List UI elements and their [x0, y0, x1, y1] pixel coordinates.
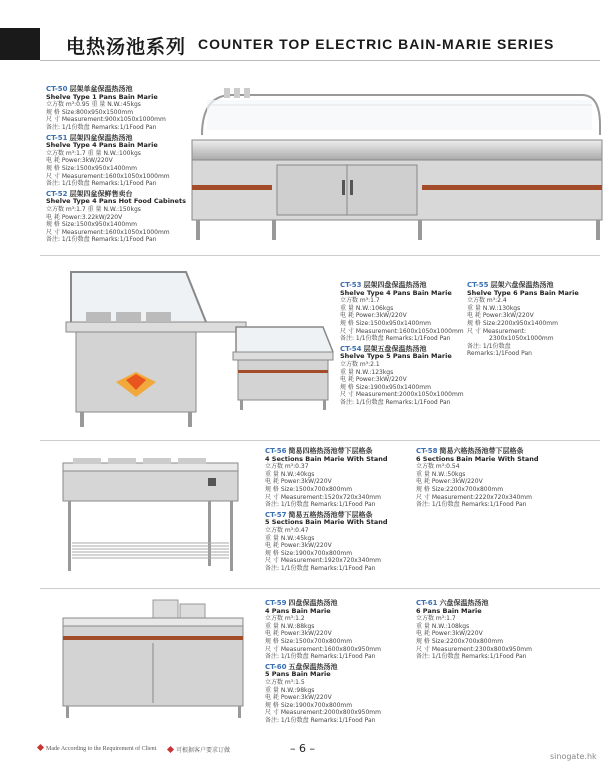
- spec-line: 备注: 1/1份数盘 Remarks:1/1Food Pan: [416, 501, 527, 509]
- section-divider: [40, 255, 600, 256]
- product-name-cn: 层架四盆保鲜售卖台: [69, 189, 133, 198]
- section-divider: [40, 588, 600, 589]
- spec-line: 备注: 1/1份数盘 Remarks:1/1Food Pan: [340, 335, 451, 343]
- footer-note-cn: 可根据客户要求订做: [168, 745, 230, 754]
- spec-line: 尺 寸 Measurement:2000x1050x1000mm: [340, 391, 464, 399]
- spec-ct57: [265, 512, 415, 573]
- product-name-cn: 层架六盘保温热汤池: [490, 281, 554, 289]
- spec-line: 尺 寸 Measurement:2000x800x950mm: [265, 709, 381, 717]
- spec-line: 电 耗 Power:3kW/220V: [265, 478, 332, 486]
- spec-ct50: [46, 86, 196, 132]
- spec-line: 规 格 Size:1500x950x1400mm: [46, 221, 137, 229]
- product-name-cn: 层架单盆保温热汤池: [69, 85, 133, 93]
- spec-line: 重 量 N.W.:98kgs: [265, 686, 315, 694]
- product-name-en: 4 Pans Bain Marie: [265, 606, 331, 615]
- spec-line: 规 格 Size:800x950x1500mm: [46, 108, 134, 116]
- spec-ct54: [340, 346, 470, 407]
- product-name-en: 5 Pans Bain Marie: [265, 670, 331, 679]
- page-title-en: COUNTER TOP ELECTRIC BAIN-MARIE SERIES: [198, 36, 555, 52]
- product-name-en: 4 Sections Bain Marie With Stand: [265, 454, 388, 463]
- spec-ct58: [416, 448, 566, 509]
- product-code: CT-56: [265, 447, 287, 455]
- diamond-bullet-icon: [37, 744, 44, 751]
- product-name-cn: 层架四盘保温热汤池: [363, 281, 427, 289]
- spec-line: 规 格 Size:1500x950x1400mm: [46, 164, 137, 172]
- spec-line: 电 耗 Power:3kW/220V: [265, 694, 332, 702]
- spec-line: 规 格 Size:1500x950x1400mm: [340, 319, 431, 327]
- product-image-ct53: [56, 262, 256, 432]
- spec-line: 立方数 m³:0.54: [416, 463, 460, 471]
- product-code: CT-54: [340, 344, 362, 353]
- spec-line: 备注: 1/1份数盘 Remarks:1/1Food Pan: [340, 398, 451, 406]
- product-name-cn: 简易五格热汤池带下层格条: [288, 510, 373, 519]
- spec-line: 重 量 N.W.:123kgs: [340, 368, 394, 376]
- spec-line: 立方数 m³:0.95 重 量 N.W.:45kgs: [46, 101, 141, 109]
- spec-line: 电 耗 Power:3kW/220V: [46, 157, 113, 165]
- spec-line: 立方数 m³:2.1: [340, 360, 380, 368]
- spec-group-ct56-57: [265, 448, 415, 576]
- spec-line: 电 耗 Power:3kW/220V: [340, 312, 407, 320]
- product-name-cn: 层架五盘保温热汤池: [363, 344, 427, 353]
- spec-line: Remarks:1/1Food Pan: [467, 350, 532, 358]
- spec-line: 尺 寸 Measurement:1600x1050x1000mm: [46, 228, 170, 236]
- spec-line: 备注: 1/1份数盘 Remarks:1/1Food Pan: [416, 653, 527, 661]
- footer-note-en: Made According to the Requirement of Client: [38, 745, 156, 752]
- spec-ct59: [265, 600, 415, 661]
- header-rule: [40, 60, 600, 61]
- product-code: CT-60: [265, 662, 287, 671]
- product-image-ct50-52: [182, 85, 604, 245]
- spec-line: 电 耗 Power:3kW/220V: [416, 630, 483, 638]
- spec-line: 立方数 m³:1.7 重 量 N.W.:150kgs: [46, 205, 141, 213]
- spec-group-ct50-52: [46, 86, 196, 247]
- diamond-bullet-icon: [167, 746, 174, 753]
- spec-group-ct53-54: [340, 282, 470, 410]
- spec-line: 尺 寸 Measurement:1920x720x340mm: [265, 557, 381, 565]
- product-name-cn: 四盘保温热汤池: [288, 599, 338, 607]
- product-name-en: Shelve Type 4 Pans Bain Marie: [46, 141, 158, 150]
- spec-line: 备注: 1/1份数盘: [467, 342, 511, 350]
- page-header: [0, 0, 613, 70]
- spec-line: 备注: 1/1份数盘 Remarks:1/1Food Pan: [46, 123, 157, 131]
- spec-line: 立方数 m³:1.2: [265, 615, 305, 623]
- spec-line: 电 耗 Power:3kW/220V: [416, 478, 483, 486]
- product-name-en: Shelve Type 6 Pans Bain Marie: [467, 288, 579, 297]
- spec-line: 电 耗 Power:3kW/220V: [265, 630, 332, 638]
- page-number: – 6 –: [290, 742, 315, 755]
- product-name-en: Shelve Type 4 Pans Hot Food Cabinets: [46, 197, 186, 206]
- spec-ct61: [416, 600, 566, 661]
- brand-watermark: sinogate.hk: [550, 752, 597, 761]
- spec-line: 尺 寸 Measurement:: [467, 327, 527, 335]
- product-code: CT-57: [265, 510, 287, 519]
- spec-line: 备注: 1/1份数盘 Remarks:1/1Food Pan: [265, 564, 376, 572]
- product-code: CT-52: [46, 189, 68, 198]
- spec-line: 重 量 N.W.:130kgs: [467, 304, 521, 312]
- spec-ct60: [265, 664, 415, 725]
- product-code: CT-58: [416, 447, 438, 455]
- spec-line: 电 耗 Power:3kW/220V: [340, 376, 407, 384]
- spec-line: 备注: 1/1份数盘 Remarks:1/1Food Pan: [46, 180, 157, 188]
- section-divider: [40, 440, 600, 441]
- product-image-ct59-61: [58, 598, 248, 723]
- spec-ct56: [265, 448, 415, 509]
- product-name-cn: 层架四盆保温热汤池: [69, 133, 133, 142]
- spec-line: 规 格 Size:2200x700x800mm: [416, 485, 504, 493]
- spec-ct52: [46, 191, 196, 244]
- spec-line: 尺 寸 Measurement:2220x720x340mm: [416, 493, 532, 501]
- spec-line: 规 格 Size:2200x700x800mm: [416, 637, 504, 645]
- spec-line: 2300x1050x1000mm: [489, 335, 554, 343]
- product-image-ct54: [228, 322, 338, 412]
- spec-line: 备注: 1/1份数盘 Remarks:1/1Food Pan: [265, 501, 376, 509]
- spec-line: 尺 寸 Measurement:2300x800x950mm: [416, 645, 532, 653]
- spec-ct51: [46, 135, 196, 188]
- product-name-en: Shelve Type 4 Pans Bain Marie: [340, 288, 452, 297]
- spec-line: 重 量 N.W.:88kgs: [265, 622, 315, 630]
- product-name-en: Shelve Type 1 Pans Bain Marie: [46, 92, 158, 101]
- spec-line: 备注: 1/1份数盘 Remarks:1/1Food Pan: [46, 236, 157, 244]
- product-name-cn: 简易四格热汤池带下层格条: [288, 447, 373, 455]
- spec-line: 备注: 1/1份数盘 Remarks:1/1Food Pan: [265, 653, 376, 661]
- spec-line: 规 格 Size:1500x700x800mm: [265, 485, 353, 493]
- spec-line: 尺 寸 Measurement:1600x800x950mm: [265, 645, 381, 653]
- product-name-cn: 六盘保温热汤池: [439, 599, 489, 607]
- spec-line: 规 格 Size:2200x950x1400mm: [467, 319, 558, 327]
- product-name-en: Shelve Type 5 Pans Bain Marie: [340, 352, 452, 361]
- spec-ct55: [467, 282, 597, 358]
- spec-line: 备注: 1/1份数盘 Remarks:1/1Food Pan: [265, 716, 376, 724]
- spec-line: 立方数 m³:2.4: [467, 297, 507, 305]
- spec-line: 规 格 Size:1500x700x800mm: [265, 637, 353, 645]
- product-code: CT-55: [467, 281, 489, 289]
- spec-line: 尺 寸 Measurement:1600x1050x1000mm: [340, 327, 464, 335]
- product-code: CT-51: [46, 133, 68, 142]
- product-code: CT-53: [340, 281, 362, 289]
- product-code: CT-61: [416, 599, 438, 607]
- spec-line: 电 耗 Power:3kW/220V: [265, 542, 332, 550]
- spec-line: 规 格 Size:1900x950x1400mm: [340, 383, 431, 391]
- spec-line: 电 耗 Power:3.22kW/220V: [46, 213, 123, 221]
- spec-line: 立方数 m³:1.7 重 量 N.W.:100kgs: [46, 149, 141, 157]
- spec-line: 电 耗 Power:3kW/220V: [467, 312, 534, 320]
- spec-line: 立方数 m³:1.5: [265, 678, 305, 686]
- spec-line: 重 量 N.W.:45kgs: [265, 534, 315, 542]
- product-name-cn: 简易六格热汤池带下层格条: [439, 447, 524, 455]
- spec-line: 规 格 Size:1900x700x800mm: [265, 701, 353, 709]
- product-name-en: 6 Sections Bain Marie With Stand: [416, 454, 539, 463]
- spec-line: 立方数 m³:0.37: [265, 463, 309, 471]
- product-image-ct56-58: [58, 458, 248, 578]
- product-code: CT-50: [46, 85, 68, 93]
- spec-line: 重 量 N.W.:50kgs: [416, 470, 466, 478]
- spec-line: 重 量 N.W.:108kgs: [416, 622, 470, 630]
- product-name-en: 5 Sections Bain Marie With Stand: [265, 518, 388, 527]
- page-title-cn: 电热汤池系列: [66, 36, 187, 58]
- spec-line: 立方数 m³:1.7: [340, 297, 380, 305]
- spec-line: 尺 寸 Measurement:900x1050x1000mm: [46, 116, 166, 124]
- product-code: CT-59: [265, 599, 287, 607]
- product-name-en: 6 Pans Bain Marie: [416, 606, 482, 615]
- spec-line: 尺 寸 Measurement:1600x1050x1000mm: [46, 172, 170, 180]
- spec-group-ct59-60: [265, 600, 415, 728]
- spec-line: 立方数 m³:0.47: [265, 526, 309, 534]
- product-name-cn: 五盘保温热汤池: [288, 662, 338, 671]
- spec-ct53: [340, 282, 470, 343]
- spec-line: 规 格 Size:1900x700x800mm: [265, 549, 353, 557]
- spec-line: 立方数 m³:1.7: [416, 615, 456, 623]
- spec-line: 重 量 N.W.:40kgs: [265, 470, 315, 478]
- spec-line: 重 量 N.W.:106kgs: [340, 304, 394, 312]
- spec-line: 尺 寸 Measurement:1520x720x340mm: [265, 493, 381, 501]
- header-accent-block: [0, 28, 40, 60]
